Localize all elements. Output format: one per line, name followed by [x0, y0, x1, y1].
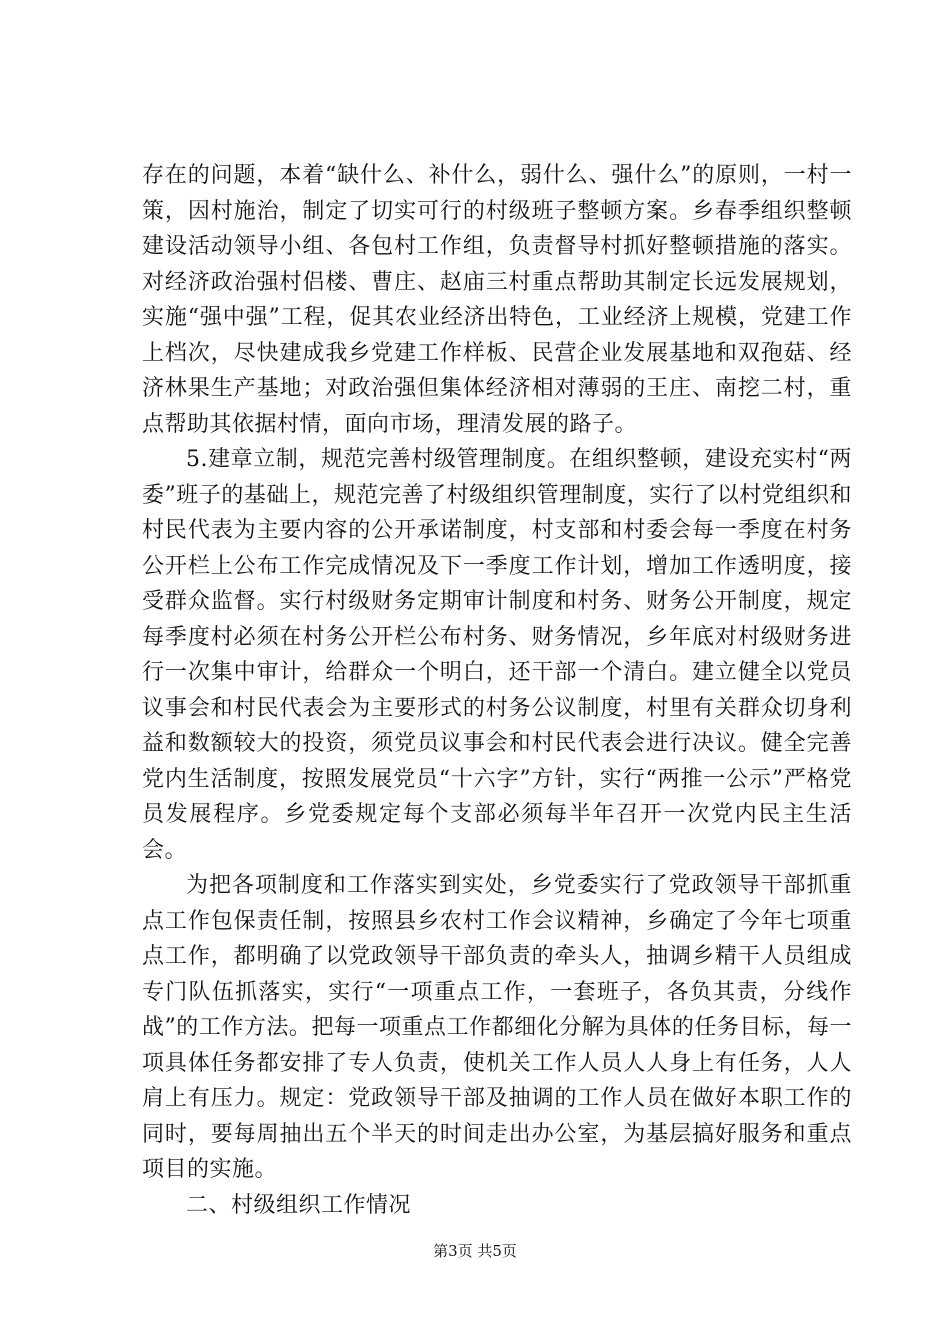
section-heading: 二、村级组织工作情况: [186, 1192, 412, 1218]
paragraph-continued: 存在的问题，本着“缺什么、补什么，弱什么、强什么”的原则，一村一策，因村施治，制定了切实可行的村级班子整顿方案。乡春季组织整顿建设活动领导小组、各包村工作组，负责督导村抓好整顿措施的落实。对经济政治强村侣楼、曹庄、赵庙三村重点帮助其制定长远发展规划，实施“强中强”工程，促其农业经济出特色，工业经济上规模，党建工作上档次，尽快建成我乡党建工作样板、民营企业发展基地和双孢菇、经济林果生产基地；对政治强但集体经济相对薄弱的王庄、南挖二村，重点帮助其依据村情，面向市场，理清发展的路子。: [142, 163, 852, 437]
paragraph-responsibility-system: 为把各项制度和工作落实到实处，乡党委实行了党政领导干部抓重点工作包保责任制，按照县乡农村工作会议精神，乡确定了今年七项重点工作，都明确了以党政领导干部负责的牵头人，抽调乡精干人员组成专门队伍抓落实，实行“一项重点工作，一套班子，各负其责，分线作战”的工作方法。把每一项重点工作都细化分解为具体的任务目标，每一项具体任务都安排了专人负责，使机关工作人员人人身上有任务，人人肩上有压力。规定：党政领导干部及抽调的工作人员在做好本职工作的同时，要每周抽出五个半天的时间走出办公室，为基层搞好服务和重点项目的实施。: [142, 873, 852, 1182]
document-body: [142, 158, 852, 1223]
page-number-footer: 第3页 共5页: [433, 1242, 517, 1260]
paragraph-rules-system: 5.建章立制，规范完善村级管理制度。在组织整顿，建设充实村“两委”班子的基础上，规范完善了村级组织管理制度，实行了以村党组织和村民代表为主要内容的公开承诺制度，村支部和村委会每一季度在村务公开栏上公布工作完成情况及下一季度工作计划，增加工作透明度，接受群众监督。实行村级财务定期审计制度和村务、财务公开制度，规定每季度村必须在村务公开栏公布村务、财务情况，乡年底对村级财务进行一次集中审计，给群众一个明白，还干部一个清白。建立健全以党员议事会和村民代表会为主要形式的村务公议制度，村里有关群众切身利益和数额较大的投资，须党员议事会和村民代表会进行决议。健全完善党内生活制度，按照发展党员“十六字”方针，实行“两推一公示”严格党员发展程序。乡党委规定每个支部必须每半年召开一次党内民主生活会。: [142, 447, 852, 863]
